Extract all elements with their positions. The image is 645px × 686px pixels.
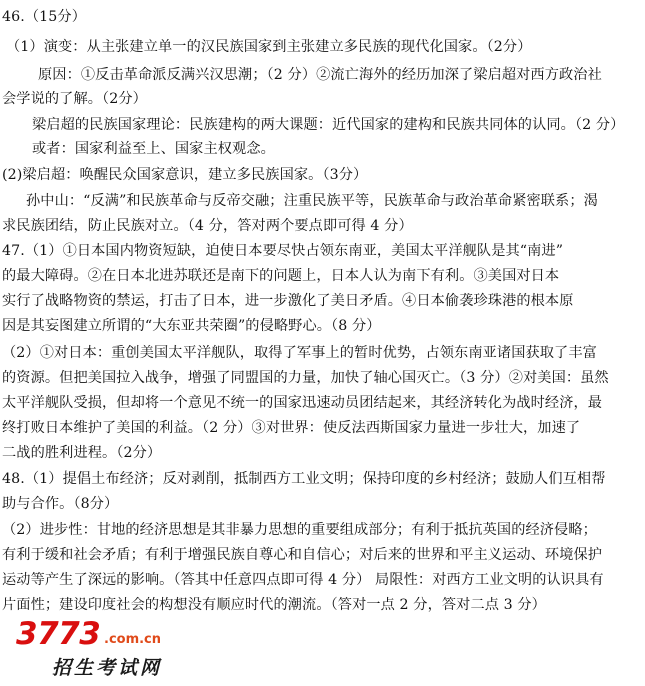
line-q47-1-cont-3: 因是其妄图建立所谓的“大东亚共荣圈”的侵略野心。（8 分） bbox=[2, 318, 381, 334]
line-q48-2-cont-1: 有利于缓和社会矛盾；有利于增强民族自尊心和自信心；对后来的世界和平主义运动、环境保护 bbox=[2, 547, 603, 563]
site-logo bbox=[16, 616, 196, 682]
line-q47-2-cont-1: 的资源。但把美国拉入战争，增强了同盟国的力量，加快了轴心国灭亡。（3 分）②对美国：虽然 bbox=[2, 370, 609, 386]
line-q46-1-theory: 梁启超的民族国家理论：民族建构的两大课题：近代国家的建构和民族共同体的认同。（2 分） bbox=[32, 117, 625, 133]
line-q48-2-cont-2: 运动等产生了深远的影响。（答其中任意四点即可得 4 分） 局限性：对西方工业文明的认识具有 bbox=[2, 572, 604, 588]
line-q46-1-reason: 原因：①反击革命派反满兴汉思潮；（2 分）②流亡海外的经历加深了梁启超对西方政治社 bbox=[38, 67, 602, 83]
line-q47-2-cont-3: 终打败日本维护了美国的利益。（2 分）③对世界：使反法西斯国家力量进一步壮大，加速了 bbox=[2, 420, 581, 436]
line-q48-1: 48.（1）提倡土布经济；反对剥削，抵制西方工业文明；保持印度的乡村经济；鼓励人们互相帮 bbox=[2, 471, 606, 487]
line-q47-2-cont-2: 太平洋舰队受损，但却将一个意见不统一的国家迅速动员团结起来，其经济转化为战时经济，最 bbox=[2, 395, 603, 411]
line-q47-1-cont-1: 的最大障碍。②在日本北进苏联还是南下的问题上，日本人认为南下有利。③美国对日本 bbox=[2, 268, 560, 284]
line-q46-heading: 46.（15分） bbox=[2, 9, 86, 25]
line-q46-1-reason-cont: 会学说的了解。（2分） bbox=[2, 91, 147, 107]
line-q46-2-liang: (2)梁启超：唤醒民众国家意识，建立多民族国家。（3分） bbox=[2, 167, 368, 183]
logo-domain: .com.cn bbox=[104, 632, 162, 647]
line-q47-1: 47.（1）①日本国内物资短缺，迫使日本要尽快占领东南亚，美国太平洋舰队是其“南进” bbox=[2, 243, 564, 259]
line-q46-1-alternative: 或者：国家利益至上、国家主权观念。 bbox=[32, 141, 275, 157]
line-q46-1-evolution: （1）演变：从主张建立单一的汉民族国家到主张建立多民族的现代化国家。（2分） bbox=[6, 39, 532, 55]
line-q47-1-cont-2: 实行了战略物资的禁运，打击了日本，进一步激化了美日矛盾。④日本偷袭珍珠港的根本原 bbox=[2, 293, 574, 309]
line-q48-2: （2）进步性：甘地的经济思想是其非暴力思想的重要组成部分；有利于抵抗英国的经济侵略； bbox=[2, 522, 597, 538]
logo-number: 3773 bbox=[16, 616, 101, 652]
logo-slogan: 招生考试网 bbox=[52, 657, 163, 679]
line-q48-2-cont-3: 片面性；建设印度社会的构想没有顺应时代的潮流。（答对一点 2 分，答对二点 3 分） bbox=[2, 597, 546, 613]
line-q46-2-sun: 孙中山：“反满”和民族革命与反帝交融；注重民族平等，民族革命与政治革命紧密联系；渴 bbox=[26, 193, 598, 209]
line-q47-2-cont-4: 二战的胜利进程。（2分） bbox=[2, 445, 162, 461]
line-q47-2: （2）①对日本：重创美国太平洋舰队，取得了军事上的暂时优势，占领东南亚诸国获取了丰富 bbox=[2, 345, 597, 361]
line-q46-2-sun-cont: 求民族团结，防止民族对立。（4 分，答对两个要点即可得 4 分） bbox=[2, 218, 413, 234]
line-q48-1-cont: 助与合作。（8分） bbox=[2, 496, 119, 512]
